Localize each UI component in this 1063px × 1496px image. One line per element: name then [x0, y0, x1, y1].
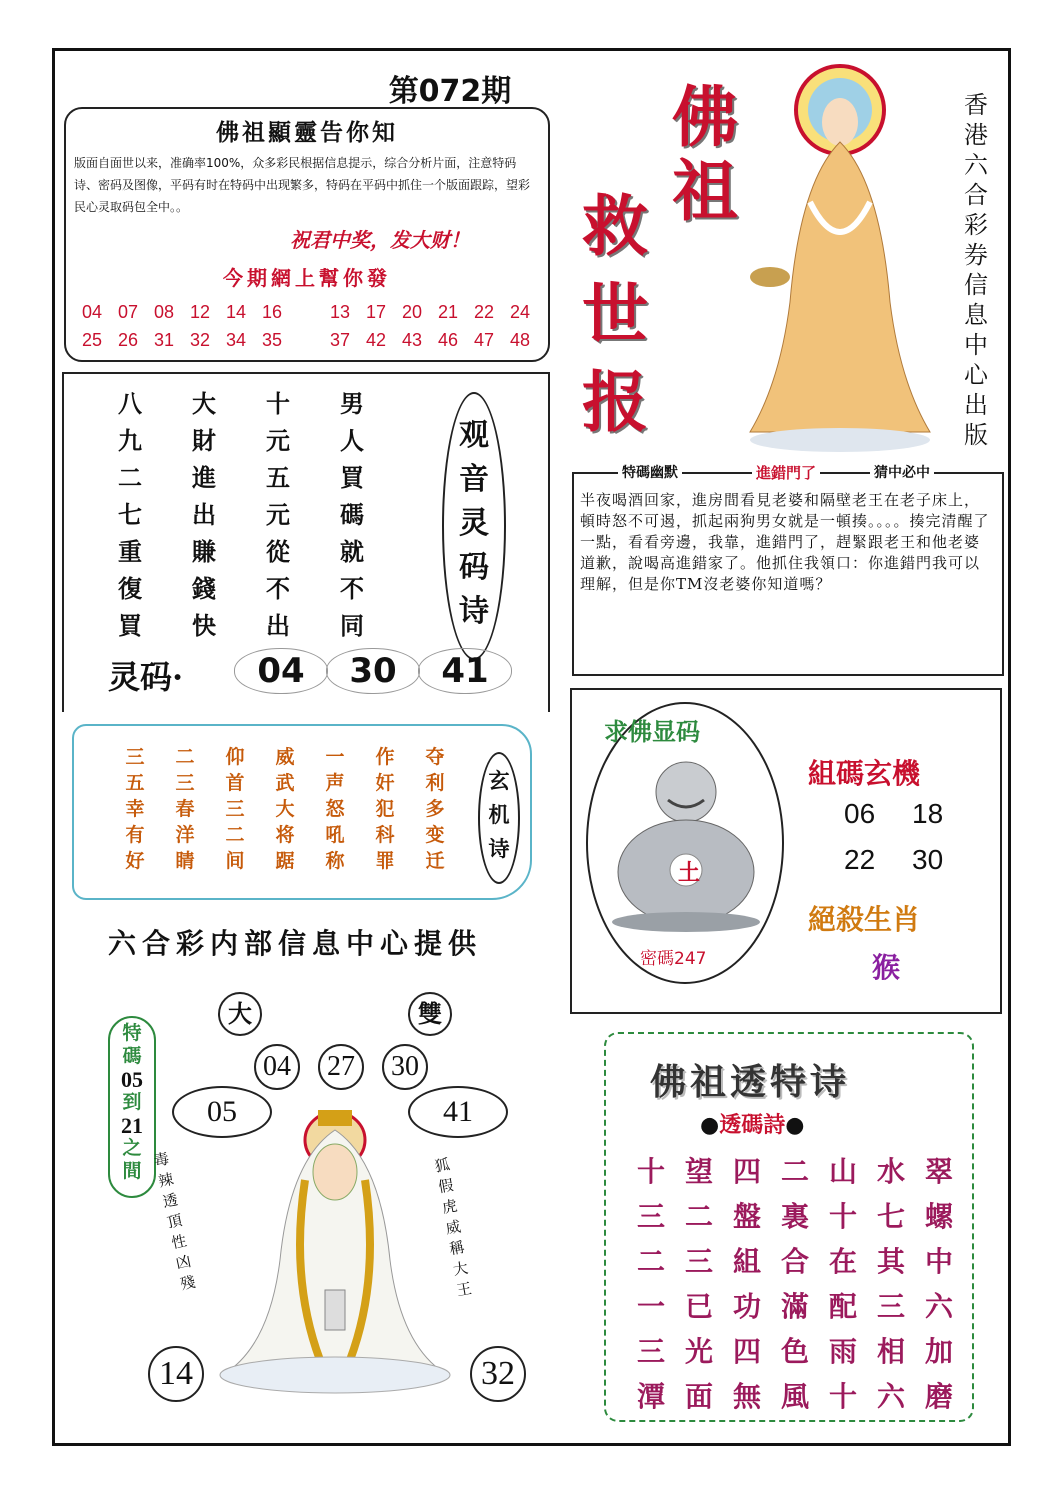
te-poem-char: 七	[876, 1200, 905, 1233]
te-poem-char: 螺	[924, 1200, 953, 1233]
guanyin-poem-char: 復	[118, 574, 142, 603]
lingma-number: 04	[234, 648, 328, 694]
te-poem-column	[916, 1150, 962, 1420]
lucky-number: 47	[473, 330, 495, 350]
guanyin-poem-column	[174, 384, 234, 643]
lucky-number: 21	[437, 302, 459, 322]
zuma-number: 22	[844, 844, 876, 875]
te-poem-char: 六	[924, 1290, 953, 1323]
xuanji-poem-char: 罪	[375, 850, 395, 872]
publisher-char: 心	[964, 361, 988, 389]
double-badge: 雙	[408, 992, 452, 1036]
lingma-label: 灵码·	[108, 658, 184, 696]
lucky-number: 43	[401, 330, 423, 350]
te-poem-char: 盤	[732, 1200, 761, 1233]
publisher-char: 出	[964, 391, 988, 419]
guanyin-poem-char: 大	[192, 389, 216, 418]
lucky-number: 25	[81, 330, 103, 350]
lucky-number: 46	[437, 330, 459, 350]
lucky-number: 04	[81, 302, 103, 322]
top-number: 04	[254, 1044, 300, 1090]
publisher-char: 信	[964, 271, 988, 299]
guanyin-poem-char: 不	[340, 574, 364, 603]
lucky-number: 26	[117, 330, 139, 350]
left-vertical-poem: 毒辣透頂性凶殘	[150, 1149, 199, 1298]
masthead-char: 报	[582, 363, 648, 441]
bottom-left-number: 14	[148, 1346, 204, 1402]
xuanji-poem-char: 洋	[175, 824, 195, 846]
lucky-number: 24	[509, 302, 531, 322]
xuanji-poem-char: 三	[175, 772, 195, 794]
lingma-number: 30	[326, 648, 420, 694]
xuanji-poem-char: 好	[125, 850, 145, 872]
guanyin-poem-char: 元	[266, 500, 290, 529]
xuanji-poem-char: 五	[125, 772, 145, 794]
guanyin-poem-char: 進	[192, 463, 216, 492]
tema-line: 到	[122, 1091, 142, 1113]
guanyin-poem-char: 元	[266, 426, 290, 455]
xuanji-poem-char: 间	[225, 850, 245, 872]
lucky-number: 48	[509, 330, 531, 350]
te-poem-char: 三	[876, 1290, 905, 1323]
issue-number: 第072期	[388, 74, 512, 109]
te-poem-char: 潭	[636, 1380, 665, 1413]
te-poem-char: 合	[780, 1245, 809, 1278]
xuanji-poem-char: 幸	[125, 798, 145, 820]
lucky-number: 34	[225, 330, 247, 350]
notice-subtitle: 今期網上幫你發	[223, 266, 391, 290]
publisher-char: 券	[964, 241, 988, 269]
te-poem-column	[868, 1150, 914, 1420]
te-poem-char: 組	[732, 1245, 761, 1278]
guanyin-poem-title	[442, 392, 506, 660]
te-poem-char: 十	[636, 1155, 665, 1188]
te-poem-char: 雨	[828, 1335, 857, 1368]
notice-title: 佛祖顯靈告你知	[216, 119, 398, 146]
top-number: 30	[382, 1044, 428, 1090]
guanyin-poem-char: 財	[192, 426, 216, 455]
lucky-number: 07	[117, 302, 139, 322]
xuanji-poem-column	[310, 742, 360, 872]
guanyin-poem-char: 同	[340, 611, 364, 640]
laughing-buddha-image	[608, 752, 764, 932]
xuanji-poem-char: 春	[175, 798, 195, 820]
publisher-char: 彩	[964, 211, 988, 239]
guanyin-poem-char: 快	[192, 611, 216, 640]
xuanji-poem-char: 变	[425, 824, 445, 846]
tema-line: 21	[121, 1113, 143, 1138]
te-poem-char: 水	[876, 1155, 905, 1188]
seated-guanyin-image	[210, 1100, 460, 1400]
te-poem-char: 望	[684, 1155, 713, 1188]
tema-line: 特	[122, 1022, 142, 1044]
zuma-number: 30	[912, 844, 944, 875]
masthead-char: 祖	[672, 152, 738, 230]
te-poem-char: 十	[828, 1200, 857, 1233]
right-vertical-poem: 狐假虎威稱大王	[431, 1155, 475, 1304]
zuma-number: 06	[844, 798, 876, 829]
big-badge: 大	[218, 992, 262, 1036]
te-poem-char: 一	[636, 1290, 665, 1323]
xuanji-title-char: 诗	[488, 836, 510, 861]
statue-char: 土	[678, 860, 701, 886]
xuanji-poem-char: 大	[275, 798, 295, 820]
xuanji-title-char: 玄	[488, 768, 510, 793]
lucky-number: 20	[401, 302, 423, 322]
lucky-number: 31	[153, 330, 175, 350]
guanyin-poem-char: 出	[266, 611, 290, 640]
xuanji-poem-char: 犯	[375, 798, 395, 820]
xuanji-poem-column	[360, 742, 410, 872]
publisher-char: 息	[964, 301, 988, 329]
te-poem-char: 三	[636, 1335, 665, 1368]
xuanji-poem-char: 二	[225, 824, 245, 846]
guanyin-poem-char: 從	[266, 537, 290, 566]
lucky-number: 32	[189, 330, 211, 350]
guanyin-poem-char: 錢	[192, 574, 216, 603]
guanyin-title-char: 灵	[459, 506, 489, 541]
guanyin-poem-char: 買	[118, 611, 142, 640]
xuanji-poem-char: 威	[275, 746, 295, 768]
te-poem-char: 二	[636, 1245, 665, 1278]
te-poem-char: 四	[732, 1335, 761, 1368]
te-poem-char: 配	[828, 1290, 857, 1323]
xuanji-poem-column	[210, 742, 260, 872]
tema-range	[108, 1016, 156, 1198]
mima-label: 密碼247	[640, 949, 707, 969]
bottom-right-number: 32	[470, 1346, 526, 1402]
xuanji-poem-column	[410, 742, 460, 872]
xuanji-poem-char: 三	[125, 746, 145, 768]
te-poem-char: 二	[780, 1155, 809, 1188]
guanyin-poem-char: 九	[118, 426, 142, 455]
left-oval-number: 05	[172, 1086, 272, 1138]
te-poem-column	[820, 1150, 866, 1420]
joke-label-right: 猜中必中	[870, 462, 934, 482]
te-poem-char: 山	[828, 1155, 857, 1188]
right-oval-number: 41	[408, 1086, 508, 1138]
guanyin-title-char: 音	[459, 462, 489, 497]
te-poem-column	[724, 1150, 770, 1420]
te-poem-char: 風	[780, 1380, 809, 1413]
guanyin-poem-char: 八	[118, 389, 142, 418]
guanyin-poem-char: 五	[266, 463, 290, 492]
joke-label-left: 特碼幽默	[618, 462, 682, 482]
te-poem-char: 加	[924, 1335, 953, 1368]
guanyin-poem-char: 人	[340, 426, 364, 455]
te-poem-char: 裏	[780, 1200, 809, 1233]
te-poem-char: 磨	[924, 1380, 953, 1413]
qiufo-label: 求佛显码	[604, 717, 700, 746]
zuma-number: 18	[912, 798, 944, 829]
tema-line: 05	[121, 1067, 143, 1092]
xuanji-poem-char: 仰	[225, 746, 245, 768]
te-poem-column	[676, 1150, 722, 1420]
notice-wish: 祝君中奖，发大财！	[290, 228, 470, 252]
xuanji-poem-char: 武	[275, 772, 295, 794]
xuanji-poem-char: 首	[225, 772, 245, 794]
lingma-number: 41	[418, 648, 512, 694]
masthead-char: 救	[582, 187, 648, 265]
te-poem-column	[628, 1150, 674, 1420]
joke-label-mid: 進錯門了	[752, 462, 820, 483]
guanyin-poem-char: 十	[266, 389, 290, 418]
publisher-char: 合	[964, 181, 988, 209]
xuanji-poem-char: 睛	[175, 850, 195, 872]
guanyin-poem-char: 賺	[192, 537, 216, 566]
guanyin-poem-char: 男	[340, 389, 364, 418]
te-poem-char: 三	[684, 1245, 713, 1278]
te-poem-char: 相	[876, 1335, 905, 1368]
te-poem-char: 六	[876, 1380, 905, 1413]
lucky-number: 16	[261, 302, 283, 322]
lucky-number: 13	[329, 302, 351, 322]
te-poem-char: 十	[828, 1380, 857, 1413]
guanyin-poem-column	[322, 384, 382, 643]
guanyin-title-char: 观	[459, 418, 489, 453]
xuanji-poem-title	[478, 752, 520, 884]
xuanji-poem-char: 声	[325, 772, 345, 794]
xuanji-poem-char: 三	[225, 798, 245, 820]
masthead-char: 世	[582, 275, 648, 353]
lucky-number: 17	[365, 302, 387, 322]
te-poem-char: 三	[636, 1200, 665, 1233]
xuanji-poem-char: 一	[325, 746, 345, 768]
te-poem-char: 其	[876, 1245, 905, 1278]
guanyin-poem-char: 重	[118, 537, 142, 566]
te-poem-subtitle: ●透碼詩●	[700, 1112, 805, 1138]
guanyin-poem-char: 七	[118, 500, 142, 529]
te-poem-char: 滿	[780, 1290, 809, 1323]
te-poem-char: 色	[780, 1335, 809, 1368]
xuanji-poem-char: 夺	[425, 746, 445, 768]
lucky-number: 14	[225, 302, 247, 322]
xuanji-poem-char: 称	[325, 850, 345, 872]
guanyin-poem-char: 二	[118, 463, 142, 492]
guanyin-poem-char: 不	[266, 574, 290, 603]
number-row-2	[74, 330, 538, 351]
tema-line: 碼	[122, 1045, 142, 1067]
xuanji-poem-char: 科	[375, 824, 395, 846]
te-poem-char: 中	[924, 1245, 953, 1278]
te-poem-subtitle-text: 透碼詩	[719, 1112, 786, 1138]
te-poem-char: 無	[732, 1380, 761, 1413]
guanyin-poem-char: 買	[340, 463, 364, 492]
joke-text: 半夜喝酒回家，進房間看見老婆和隔壁老王在老子床上，頓時怒不可遏，抓起兩狗男女就是一頓揍。。。。揍完清醒了一點，看看旁邊，我靠，進錯門了，趕緊跟老王和他老婆道歉，說喝高進錯家了。他抓住我領口：你進錯門我可以理解，但是你TM沒老婆你知道嗎？	[580, 491, 990, 593]
lucky-number: 37	[329, 330, 351, 350]
xuanji-poem-char: 踞	[275, 850, 295, 872]
guanyin-poem-column	[100, 384, 160, 643]
xuanji-poem-char: 利	[425, 772, 445, 794]
publisher-char: 六	[964, 151, 988, 179]
guanyin-title-char: 诗	[459, 594, 489, 629]
te-poem-char: 二	[684, 1200, 713, 1233]
lucky-number: 08	[153, 302, 175, 322]
guanyin-poem-char: 就	[340, 537, 364, 566]
xuanji-poem-char: 将	[275, 824, 295, 846]
guanyin-poem-char: 出	[192, 500, 216, 529]
te-poem-char: 功	[732, 1290, 761, 1323]
publisher-char: 香	[964, 91, 988, 119]
publisher-char: 中	[964, 331, 988, 359]
zuma-title: 組碼玄機	[808, 757, 921, 790]
te-poem-char: 翠	[924, 1155, 953, 1188]
te-poem-title: 佛祖透特诗	[650, 1061, 851, 1103]
te-poem-column	[772, 1150, 818, 1420]
lucky-number: 12	[189, 302, 211, 322]
xuanji-poem-char: 迁	[425, 850, 445, 872]
number-row-1	[74, 302, 538, 323]
publisher-char: 港	[964, 121, 988, 149]
xuanji-poem-char: 二	[175, 746, 195, 768]
buddha-figure-image	[740, 62, 940, 452]
te-poem-char: 已	[684, 1290, 713, 1323]
top-number: 27	[318, 1044, 364, 1090]
lucky-number: 42	[365, 330, 387, 350]
te-poem-char: 光	[684, 1335, 713, 1368]
lucky-number: 22	[473, 302, 495, 322]
te-poem-char: 四	[732, 1155, 761, 1188]
tema-line: 之	[122, 1137, 142, 1159]
publisher-char: 版	[964, 421, 988, 449]
guanyin-title-char: 码	[459, 550, 489, 585]
guanyin-poem-column	[248, 384, 308, 643]
xuanji-poem-char: 怒	[325, 798, 345, 820]
xuanji-poem-column	[160, 742, 210, 872]
xuanji-poem-char: 奸	[375, 772, 395, 794]
xuanji-poem-column	[260, 742, 310, 872]
juesha-value: 猴	[872, 951, 901, 984]
xuanji-title-char: 机	[488, 802, 510, 827]
provider-line: 六合彩内部信息中心提供	[108, 927, 483, 960]
masthead-char: 佛	[672, 78, 738, 156]
tema-line: 間	[122, 1160, 142, 1182]
xuanji-poem-char: 多	[425, 798, 445, 820]
lucky-number: 35	[261, 330, 283, 350]
te-poem-char: 面	[684, 1380, 713, 1413]
guanyin-poem-char: 碼	[340, 500, 364, 529]
notice-text: 版面自面世以来，准确率100%，众多彩民根据信息提示，综合分析片面，注意特码诗、密码及图像，平码有时在特码中出现繁多，特码在平码中抓住一个版面跟踪，望彩民心灵取码包全中。。	[74, 156, 531, 214]
xuanji-poem-char: 作	[375, 746, 395, 768]
xuanji-poem-column	[110, 742, 160, 872]
publisher-vertical	[960, 90, 992, 450]
te-poem-char: 在	[828, 1245, 857, 1278]
masthead-title-line2	[582, 182, 662, 446]
xuanji-poem-char: 有	[125, 824, 145, 846]
juesha-label: 絕殺生肖	[808, 903, 921, 936]
xuanji-poem-char: 吼	[325, 824, 345, 846]
